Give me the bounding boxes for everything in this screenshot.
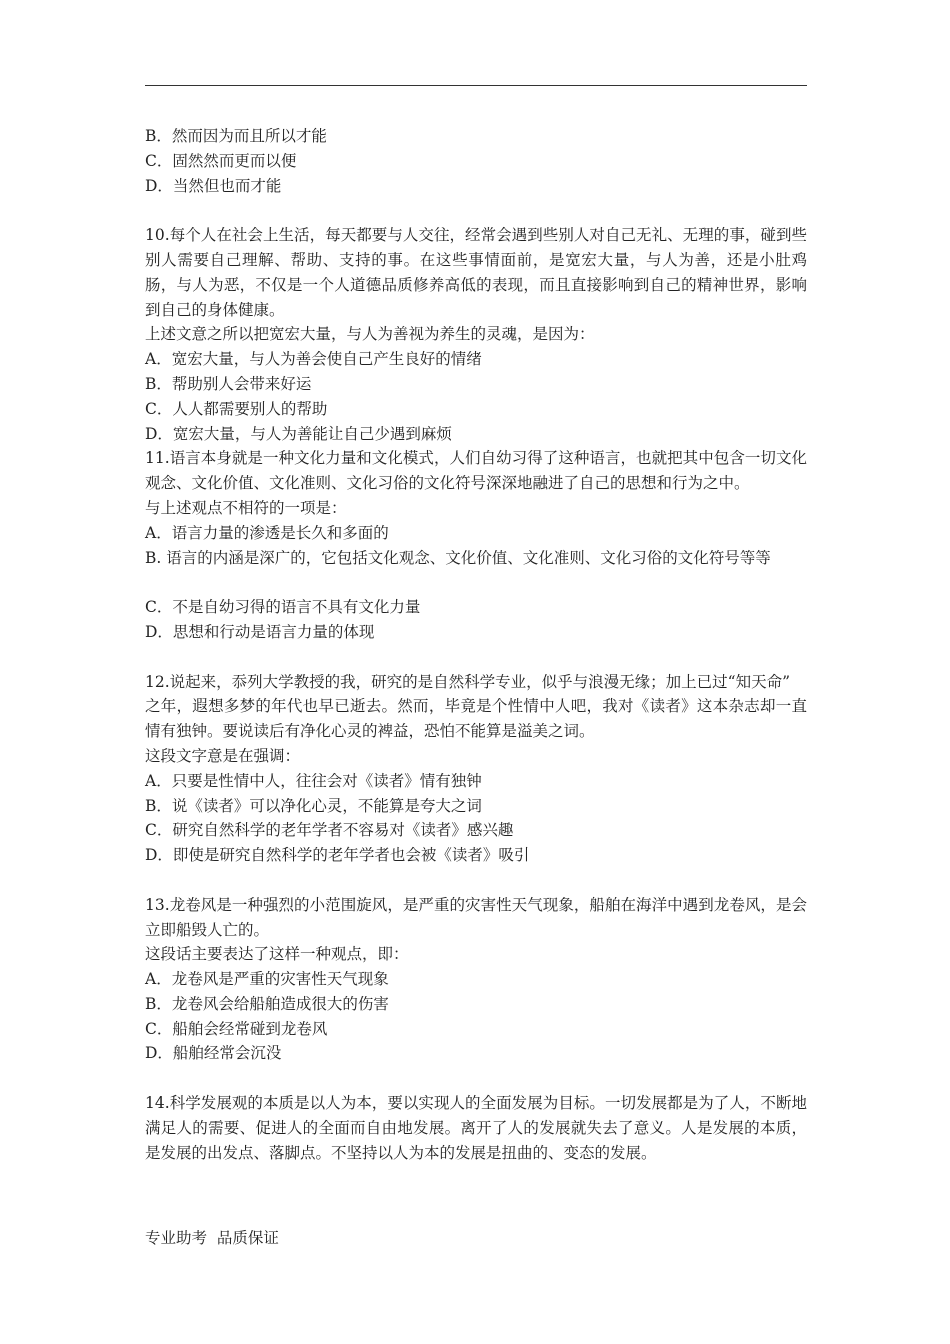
- q10-stem: 10.每个人在社会上生活，每天都要与人交往，经常会遇到些别人对自己无礼、无理的事，碰到些别人需要自己理解、帮助、支持的事。在这些事情面前，是宽宏大量，与人为善，还是小肚鸡肠，与人为恶，不仅是一个人道德品质修养高低的表现，而且直接影响到自己的精神世界，影响到自己的身体健康。: [145, 226, 807, 319]
- q11-question: 与上述观点不相符的一项是：: [145, 498, 347, 517]
- q12-option-d: D．即使是研究自然科学的老年学者也会被《读者》吸引: [145, 846, 530, 865]
- page-footer: 专业助考 品质保证: [145, 1229, 279, 1247]
- q10-option-a: A．宽宏大量，与人为善会使自己产生良好的情绪: [145, 350, 482, 369]
- q12-stem-first: 12.说起来，忝列大学教授的我，研究的是自然科学专业，似乎与浪漫无缘；加上已过“知天命”: [145, 672, 791, 691]
- q13-option-a: A．龙卷风是严重的灾害性天气现象: [145, 970, 389, 989]
- q9-option-d: D．当然但也而才能: [145, 176, 282, 195]
- q13-option-c: C．船舶会经常碰到龙卷风: [145, 1019, 328, 1038]
- q12-stem-second: 之年，遐想多梦的年代也早已逝去。然而，毕竟是个性情中人吧，我对《读者》这本杂志却一直情有独钟。要说读后有净化心灵的裨益，恐怕不能算是溢美之词。: [145, 697, 807, 741]
- q14-stem: 14.科学发展观的本质是以人为本，要以实现人的全面发展为目标。一切发展都是为了人，不断地满足人的需要、促进人的全面而自由地发展。离开了人的发展就失去了意义。人是发展的本质，是发展的出发点、落脚点。不坚持以人为本的发展是扭曲的、变态的发展。: [145, 1094, 807, 1162]
- q13-question: 这段话主要表达了这样一种观点，即：: [145, 945, 409, 964]
- q10-option-c: C．人人都需要别人的帮助: [145, 399, 328, 418]
- q11-option-d: D．思想和行动是语言力量的体现: [145, 622, 375, 641]
- q10-option-b: B．帮助别人会带来好运: [145, 374, 312, 393]
- document-body: [145, 124, 807, 1165]
- q11-option-c: C．不是自幼习得的语言不具有文化力量: [145, 598, 421, 617]
- q13-stem: 13.龙卷风是一种强烈的小范围旋风，是严重的灾害性天气现象，船舶在海洋中遇到龙卷风，是会立即船毁人亡的。: [145, 895, 807, 939]
- q12-option-a: A．只要是性情中人，往往会对《读者》情有独钟: [145, 771, 482, 790]
- q11-option-a: A．语言力量的渗透是长久和多面的: [145, 523, 389, 542]
- header-rule: [145, 85, 807, 86]
- q13-option-b: B．龙卷风会给船舶造成很大的伤害: [145, 994, 389, 1013]
- q11-option-b: B. 语言的内涵是深广的，它包括文化观念、文化价值、文化准则、文化习俗的文化符号等等: [145, 548, 771, 567]
- q9-option-c: C．固然然而更而以便: [145, 151, 297, 170]
- q12-option-b: B．说《读者》可以净化心灵，不能算是夸大之词: [145, 796, 482, 815]
- q9-option-b: B．然而因为而且所以才能: [145, 127, 327, 145]
- q12-option-c: C．研究自然科学的老年学者不容易对《读者》感兴趣: [145, 821, 514, 840]
- q10-option-d: D．宽宏大量，与人为善能让自己少遇到麻烦: [145, 424, 452, 443]
- q12-question: 这段文字意是在强调：: [145, 746, 301, 765]
- q13-option-d: D．船舶经常会沉没: [145, 1044, 282, 1063]
- q10-question: 上述文意之所以把宽宏大量，与人为善视为养生的灵魂，是因为：: [145, 325, 595, 344]
- q11-stem: 11.语言本身就是一种文化力量和文化模式，人们自幼习得了这种语言，也就把其中包含一切文化观念、文化价值、文化准则、文化习俗的文化符号深深地融进了自己的思想和行为之中。: [145, 449, 807, 493]
